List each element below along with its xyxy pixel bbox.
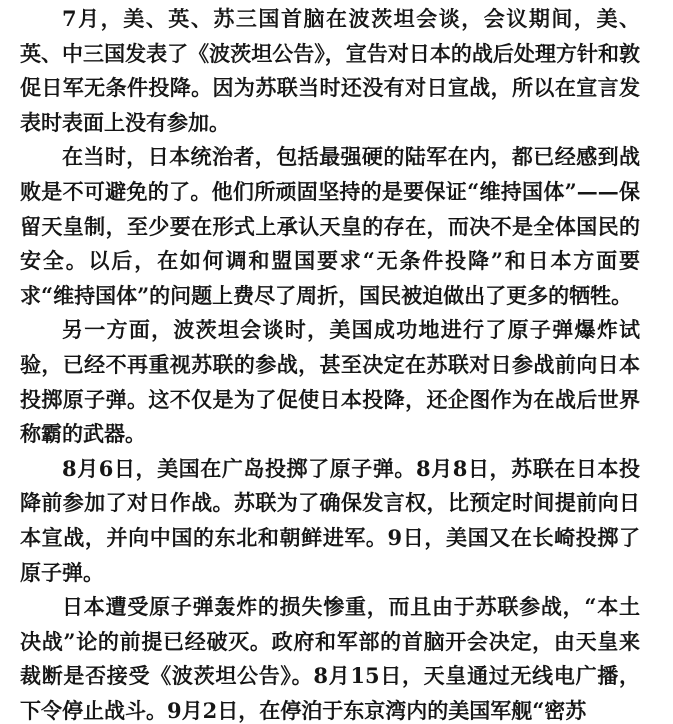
paragraph-surrender: 日本遭受原子弹轰炸的损失惨重，而且由于苏联参战，“本土决战”论的前提已经破灭。政府和军部的首脑开会决定，由天皇来裁断是否接受《波茨坦公告》。8月15日，天皇通过无线电广播，下令停止战斗。9月2日，在停泊于东京湾内的美国军舰“密苏 xyxy=(20,594,640,723)
paragraph-national-polity: 在当时，日本统治者，包括最强硬的陆军在内，都已经感到战败是不可避免的了。他们所顽固坚持的是要保证“维持国体”——保留天皇制，至少要在形式上承认天皇的存在，而决不是全体国民的安全。以后，在如何调和盟国要求“无条件投降”和日本方面要求“维持国体”的问题上费尽了周折，国民被迫做出了更多的牺牲。 xyxy=(20,144,640,308)
document-body xyxy=(20,2,640,724)
paragraph-atomic-bomb-test: 另一方面，波茨坦会谈时，美国成功地进行了原子弹爆炸试验，已经不再重视苏联的参战，甚至决定在苏联对日参战前向日本投掷原子弹。这不仅是为了促使日本投降，还企图作为在战后世界称霸的武器。 xyxy=(20,317,640,447)
paragraph-potsdam-conference: 7月，美、英、苏三国首脑在波茨坦会谈，会议期间，美、英、中三国发表了《波茨坦公告》，宣告对日本的战后处理方针和敦促日军无条件投降。因为苏联当时还没有对日宣战，所以在宣言发表时表面上没有参加。 xyxy=(20,6,640,135)
paragraph-hiroshima-nagasaki: 8月6日，美国在广岛投掷了原子弹。8月8日，苏联在日本投降前参加了对日作战。苏联为了确保发言权，比预定时间提前向日本宣战，并向中国的东北和朝鲜进军。9日，美国又在长崎投掷了原子弹。 xyxy=(20,455,640,585)
